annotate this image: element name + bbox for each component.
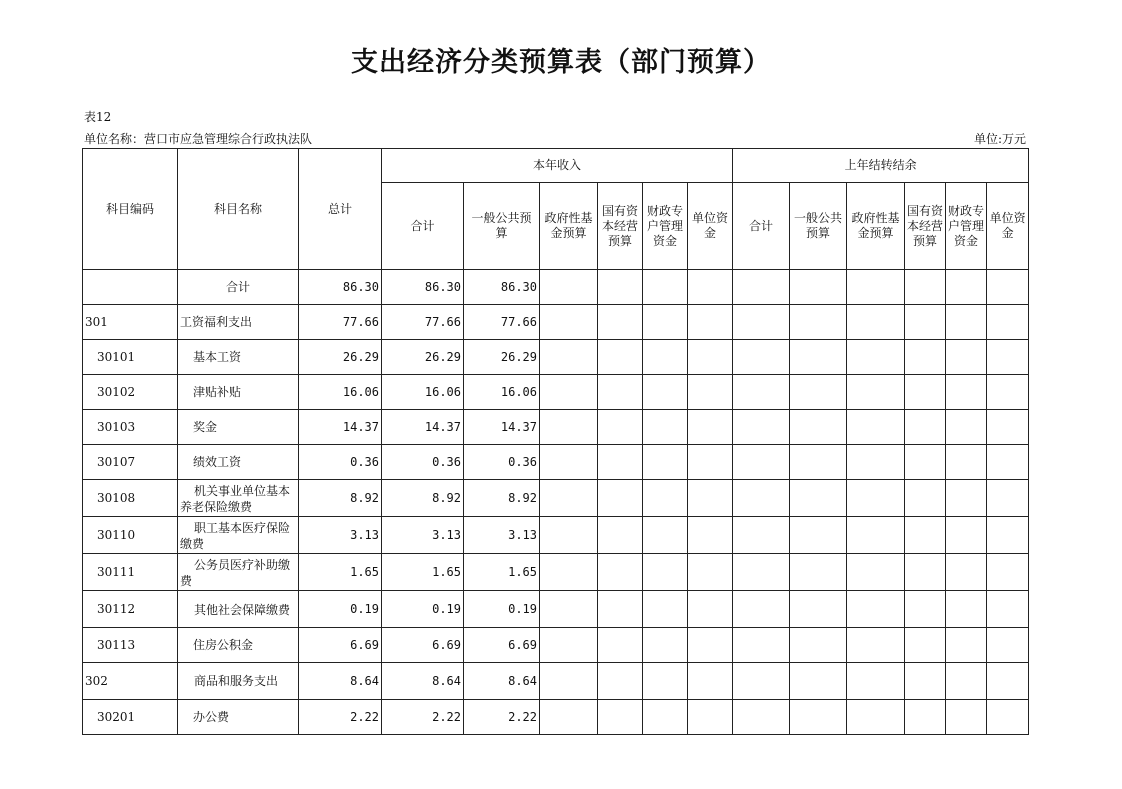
cell-current-special-account bbox=[643, 700, 688, 735]
page-title: 支出经济分类预算表（部门预算） bbox=[351, 47, 771, 78]
cell-prior-state-capital bbox=[905, 700, 946, 735]
cell-prior-state-capital bbox=[905, 663, 946, 700]
cell-code: 30108 bbox=[83, 480, 178, 517]
cell-current-fund bbox=[540, 410, 598, 445]
cell-current-state-capital bbox=[598, 480, 643, 517]
cell-current-general: 8.92 bbox=[464, 480, 540, 517]
cell-name-text: 职工基本医疗保险缴费 bbox=[180, 520, 291, 551]
cell-current-sum: 8.64 bbox=[382, 663, 464, 700]
table-row bbox=[83, 700, 1029, 735]
cell-prior-general bbox=[790, 480, 847, 517]
cell-prior-sum bbox=[733, 270, 790, 305]
cell-code: 30111 bbox=[83, 554, 178, 591]
cell-prior-general bbox=[790, 554, 847, 591]
cell-name: 奖金 bbox=[178, 410, 299, 445]
cell-current-general: 1.65 bbox=[464, 554, 540, 591]
table-body bbox=[83, 270, 1029, 735]
cell-prior-fund bbox=[847, 445, 905, 480]
cell-prior-state-capital bbox=[905, 517, 946, 554]
cell-current-fund bbox=[540, 305, 598, 340]
cell-current-unit-funds bbox=[688, 663, 733, 700]
cell-current-special-account bbox=[643, 591, 688, 628]
cell-current-general: 8.64 bbox=[464, 663, 540, 700]
header-name: 科目名称 bbox=[178, 149, 299, 270]
cell-current-state-capital bbox=[598, 554, 643, 591]
cell-current-fund bbox=[540, 628, 598, 663]
currency-unit: 单位:万元 bbox=[973, 132, 1026, 146]
cell-prior-unit-funds bbox=[987, 375, 1029, 410]
unit-name: 单位名称：营口市应急管理综合行政执法队 bbox=[84, 132, 313, 146]
cell-name: 合计 bbox=[178, 270, 299, 305]
cell-prior-fund bbox=[847, 270, 905, 305]
cell-name bbox=[178, 663, 299, 700]
cell-prior-sum bbox=[733, 305, 790, 340]
cell-prior-general bbox=[790, 628, 847, 663]
cell-current-state-capital bbox=[598, 340, 643, 375]
table-row bbox=[83, 375, 1029, 410]
cell-current-state-capital bbox=[598, 591, 643, 628]
cell-prior-special-account bbox=[946, 700, 987, 735]
cell-code: 30201 bbox=[83, 700, 178, 735]
cell-prior-general bbox=[790, 700, 847, 735]
cell-name bbox=[178, 480, 299, 517]
cell-current-special-account bbox=[643, 305, 688, 340]
cell-current-general: 14.37 bbox=[464, 410, 540, 445]
cell-prior-special-account bbox=[946, 340, 987, 375]
cell-current-unit-funds bbox=[688, 591, 733, 628]
cell-prior-unit-funds bbox=[987, 517, 1029, 554]
cell-prior-fund bbox=[847, 700, 905, 735]
cell-name bbox=[178, 517, 299, 554]
cell-name-text: 公务员医疗补助缴费 bbox=[180, 557, 291, 588]
cell-current-special-account bbox=[643, 445, 688, 480]
cell-prior-unit-funds bbox=[987, 700, 1029, 735]
cell-prior-special-account bbox=[946, 410, 987, 445]
cell-current-state-capital bbox=[598, 663, 643, 700]
cell-name-text: 机关事业单位基本养老保险缴费 bbox=[180, 483, 291, 514]
header-prior-carryover: 上年结转结余 bbox=[733, 149, 1029, 183]
cell-current-sum: 0.19 bbox=[382, 591, 464, 628]
cell-prior-fund bbox=[847, 305, 905, 340]
cell-prior-general bbox=[790, 270, 847, 305]
table-row bbox=[83, 517, 1029, 554]
cell-prior-fund bbox=[847, 663, 905, 700]
cell-prior-fund bbox=[847, 410, 905, 445]
header-prior-sum: 合计 bbox=[733, 183, 790, 270]
cell-current-unit-funds bbox=[688, 410, 733, 445]
cell-prior-special-account bbox=[946, 517, 987, 554]
table-number: 表12 bbox=[84, 110, 112, 124]
cell-current-unit-funds bbox=[688, 517, 733, 554]
cell-prior-general bbox=[790, 340, 847, 375]
cell-prior-unit-funds bbox=[987, 591, 1029, 628]
cell-name bbox=[178, 554, 299, 591]
cell-name-text: 其他社会保障缴费 bbox=[194, 602, 291, 617]
cell-prior-general bbox=[790, 663, 847, 700]
cell-name: 基本工资 bbox=[178, 340, 299, 375]
header-prior-state-capital: 国有资本经营预算 bbox=[905, 183, 946, 270]
cell-current-general: 77.66 bbox=[464, 305, 540, 340]
cell-prior-special-account bbox=[946, 591, 987, 628]
cell-current-special-account bbox=[643, 410, 688, 445]
cell-current-fund bbox=[540, 700, 598, 735]
cell-total: 14.37 bbox=[299, 410, 382, 445]
cell-prior-state-capital bbox=[905, 270, 946, 305]
cell-current-state-capital bbox=[598, 375, 643, 410]
cell-prior-unit-funds bbox=[987, 663, 1029, 700]
cell-prior-state-capital bbox=[905, 480, 946, 517]
cell-prior-unit-funds bbox=[987, 340, 1029, 375]
cell-total: 2.22 bbox=[299, 700, 382, 735]
cell-current-unit-funds bbox=[688, 445, 733, 480]
header-current-sum: 合计 bbox=[382, 183, 464, 270]
cell-prior-general bbox=[790, 517, 847, 554]
cell-current-fund bbox=[540, 554, 598, 591]
cell-prior-state-capital bbox=[905, 591, 946, 628]
header-current-fund: 政府性基金预算 bbox=[540, 183, 598, 270]
cell-current-sum: 6.69 bbox=[382, 628, 464, 663]
cell-total: 3.13 bbox=[299, 517, 382, 554]
cell-prior-state-capital bbox=[905, 375, 946, 410]
header-prior-general: 一般公共预算 bbox=[790, 183, 847, 270]
table-row bbox=[83, 305, 1029, 340]
cell-prior-general bbox=[790, 305, 847, 340]
cell-total: 0.19 bbox=[299, 591, 382, 628]
cell-total: 0.36 bbox=[299, 445, 382, 480]
cell-prior-fund bbox=[847, 340, 905, 375]
cell-code: 30107 bbox=[83, 445, 178, 480]
cell-current-fund bbox=[540, 375, 598, 410]
cell-prior-unit-funds bbox=[987, 554, 1029, 591]
cell-current-general: 3.13 bbox=[464, 517, 540, 554]
header-code: 科目编码 bbox=[83, 149, 178, 270]
cell-current-state-capital bbox=[598, 305, 643, 340]
cell-prior-special-account bbox=[946, 445, 987, 480]
cell-prior-state-capital bbox=[905, 305, 946, 340]
cell-prior-special-account bbox=[946, 480, 987, 517]
cell-current-unit-funds bbox=[688, 700, 733, 735]
cell-current-special-account bbox=[643, 554, 688, 591]
cell-prior-state-capital bbox=[905, 410, 946, 445]
cell-current-sum: 0.36 bbox=[382, 445, 464, 480]
cell-current-fund bbox=[540, 663, 598, 700]
cell-current-special-account bbox=[643, 517, 688, 554]
cell-current-unit-funds bbox=[688, 628, 733, 663]
header-prior-fund: 政府性基金预算 bbox=[847, 183, 905, 270]
cell-prior-state-capital bbox=[905, 340, 946, 375]
cell-prior-sum bbox=[733, 410, 790, 445]
cell-current-sum: 26.29 bbox=[382, 340, 464, 375]
cell-current-sum: 77.66 bbox=[382, 305, 464, 340]
cell-current-unit-funds bbox=[688, 375, 733, 410]
cell-prior-sum bbox=[733, 554, 790, 591]
cell-current-state-capital bbox=[598, 410, 643, 445]
cell-current-special-account bbox=[643, 663, 688, 700]
cell-current-sum: 16.06 bbox=[382, 375, 464, 410]
header-prior-unit-funds: 单位资金 bbox=[987, 183, 1029, 270]
cell-current-state-capital bbox=[598, 517, 643, 554]
cell-prior-sum bbox=[733, 591, 790, 628]
cell-prior-unit-funds bbox=[987, 305, 1029, 340]
table-row bbox=[83, 445, 1029, 480]
cell-prior-sum bbox=[733, 375, 790, 410]
cell-current-state-capital bbox=[598, 445, 643, 480]
cell-current-sum: 86.30 bbox=[382, 270, 464, 305]
cell-total: 16.06 bbox=[299, 375, 382, 410]
cell-prior-fund bbox=[847, 517, 905, 554]
cell-name bbox=[178, 591, 299, 628]
cell-current-fund bbox=[540, 480, 598, 517]
cell-current-fund bbox=[540, 340, 598, 375]
cell-current-sum: 3.13 bbox=[382, 517, 464, 554]
table-row bbox=[83, 663, 1029, 700]
table-row bbox=[83, 628, 1029, 663]
cell-prior-special-account bbox=[946, 375, 987, 410]
cell-current-unit-funds bbox=[688, 305, 733, 340]
cell-name: 津贴补贴 bbox=[178, 375, 299, 410]
cell-total: 86.30 bbox=[299, 270, 382, 305]
cell-prior-sum bbox=[733, 517, 790, 554]
cell-prior-fund bbox=[847, 375, 905, 410]
cell-prior-special-account bbox=[946, 554, 987, 591]
cell-name: 绩效工资 bbox=[178, 445, 299, 480]
cell-code bbox=[83, 270, 178, 305]
cell-code: 30101 bbox=[83, 340, 178, 375]
cell-prior-sum bbox=[733, 663, 790, 700]
cell-current-special-account bbox=[643, 480, 688, 517]
budget-table bbox=[82, 148, 1029, 735]
table-row bbox=[83, 480, 1029, 517]
header-current-year: 本年收入 bbox=[382, 149, 733, 183]
cell-prior-general bbox=[790, 375, 847, 410]
cell-prior-special-account bbox=[946, 270, 987, 305]
cell-current-general: 0.36 bbox=[464, 445, 540, 480]
cell-current-sum: 14.37 bbox=[382, 410, 464, 445]
cell-name-text: 商品和服务支出 bbox=[194, 673, 279, 688]
cell-name: 办公费 bbox=[178, 700, 299, 735]
cell-prior-state-capital bbox=[905, 628, 946, 663]
cell-total: 26.29 bbox=[299, 340, 382, 375]
cell-current-general: 86.30 bbox=[464, 270, 540, 305]
cell-prior-general bbox=[790, 445, 847, 480]
header-prior-special-account: 财政专户管理资金 bbox=[946, 183, 987, 270]
cell-current-special-account bbox=[643, 270, 688, 305]
header-current-unit-funds: 单位资金 bbox=[688, 183, 733, 270]
table-row bbox=[83, 554, 1029, 591]
header-current-general: 一般公共预算 bbox=[464, 183, 540, 270]
cell-prior-fund bbox=[847, 480, 905, 517]
cell-current-fund bbox=[540, 270, 598, 305]
cell-name: 住房公积金 bbox=[178, 628, 299, 663]
cell-current-unit-funds bbox=[688, 480, 733, 517]
table-row bbox=[83, 270, 1029, 305]
cell-total: 77.66 bbox=[299, 305, 382, 340]
header-current-special-account: 财政专户管理资金 bbox=[643, 183, 688, 270]
cell-total: 8.64 bbox=[299, 663, 382, 700]
cell-current-fund bbox=[540, 591, 598, 628]
cell-prior-general bbox=[790, 591, 847, 628]
cell-current-special-account bbox=[643, 628, 688, 663]
cell-total: 8.92 bbox=[299, 480, 382, 517]
cell-current-state-capital bbox=[598, 270, 643, 305]
cell-prior-state-capital bbox=[905, 554, 946, 591]
cell-prior-special-account bbox=[946, 628, 987, 663]
cell-prior-state-capital bbox=[905, 445, 946, 480]
cell-prior-sum bbox=[733, 480, 790, 517]
cell-prior-unit-funds bbox=[987, 480, 1029, 517]
cell-code: 30113 bbox=[83, 628, 178, 663]
cell-current-unit-funds bbox=[688, 554, 733, 591]
cell-current-general: 0.19 bbox=[464, 591, 540, 628]
cell-current-general: 6.69 bbox=[464, 628, 540, 663]
table-row bbox=[83, 340, 1029, 375]
cell-total: 6.69 bbox=[299, 628, 382, 663]
cell-current-general: 26.29 bbox=[464, 340, 540, 375]
cell-prior-fund bbox=[847, 628, 905, 663]
cell-current-fund bbox=[540, 445, 598, 480]
cell-prior-unit-funds bbox=[987, 628, 1029, 663]
cell-prior-special-account bbox=[946, 305, 987, 340]
cell-code: 301 bbox=[83, 305, 178, 340]
cell-name: 工资福利支出 bbox=[178, 305, 299, 340]
table-row bbox=[83, 591, 1029, 628]
table-row bbox=[83, 410, 1029, 445]
cell-current-fund bbox=[540, 517, 598, 554]
cell-prior-unit-funds bbox=[987, 445, 1029, 480]
cell-prior-sum bbox=[733, 340, 790, 375]
cell-current-sum: 2.22 bbox=[382, 700, 464, 735]
cell-current-special-account bbox=[643, 375, 688, 410]
cell-prior-general bbox=[790, 410, 847, 445]
cell-current-general: 16.06 bbox=[464, 375, 540, 410]
cell-prior-sum bbox=[733, 700, 790, 735]
cell-total: 1.65 bbox=[299, 554, 382, 591]
cell-current-unit-funds bbox=[688, 270, 733, 305]
cell-current-sum: 8.92 bbox=[382, 480, 464, 517]
cell-code: 30112 bbox=[83, 591, 178, 628]
cell-code: 30110 bbox=[83, 517, 178, 554]
cell-prior-fund bbox=[847, 554, 905, 591]
cell-prior-unit-funds bbox=[987, 270, 1029, 305]
cell-prior-unit-funds bbox=[987, 410, 1029, 445]
header-current-state-capital: 国有资本经营预算 bbox=[598, 183, 643, 270]
cell-current-general: 2.22 bbox=[464, 700, 540, 735]
cell-current-unit-funds bbox=[688, 340, 733, 375]
cell-current-special-account bbox=[643, 340, 688, 375]
cell-prior-fund bbox=[847, 591, 905, 628]
cell-code: 302 bbox=[83, 663, 178, 700]
cell-current-sum: 1.65 bbox=[382, 554, 464, 591]
cell-prior-sum bbox=[733, 445, 790, 480]
cell-prior-special-account bbox=[946, 663, 987, 700]
header-total: 总计 bbox=[299, 149, 382, 270]
cell-code: 30102 bbox=[83, 375, 178, 410]
cell-code: 30103 bbox=[83, 410, 178, 445]
cell-prior-sum bbox=[733, 628, 790, 663]
cell-current-state-capital bbox=[598, 700, 643, 735]
cell-current-state-capital bbox=[598, 628, 643, 663]
